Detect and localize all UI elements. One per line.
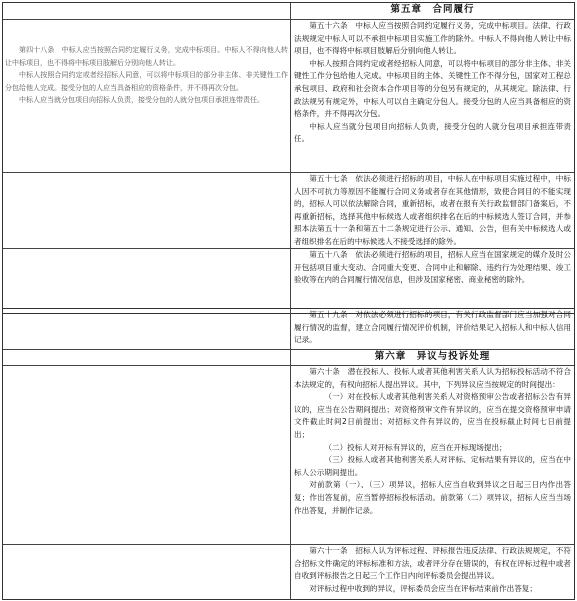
old-article-cell (3, 20, 291, 172)
chapter-heading-6: 第六章 异议与投诉处理 (374, 351, 491, 362)
new-art61-p2: 对评标过程中收到的异议，评标委员会应当在评标结束前作出答复； (309, 583, 537, 593)
new-art59: 第五十九条 对依法必须进行招标的项目，有关行政监督部门应当加强对合同履行情况的监督，建立合同履行情况评价机制，评价结果记入招标人和中标人信用记录。 (294, 310, 571, 345)
article-row (3, 545, 574, 599)
comparison-table-1 (2, 2, 575, 314)
chapter-heading-5: 第五章 合同履行 (390, 4, 475, 15)
new-article-cell (291, 366, 574, 544)
empty-cell (3, 545, 291, 599)
empty-cell (3, 249, 291, 313)
article-row (3, 249, 574, 313)
new-article-cell (291, 20, 574, 172)
new-art60-p2: 对前款第（一）、（三）项异议，招标人应当自收到异议之日起三日内作出答复；作出答复前，应当暂停招标投标活动。前款第（二）项异议，招标人应当当场作出答复，并制作记录。 (294, 480, 571, 515)
new-art57: 第五十七条 依法必须进行招标的项目，中标人在中标项目实施过程中，中标人因不可抗力等原因不能履行合同义务或者存在其他情形，致使合同目的不能实现的，招标人可以依法解除合同，重新招标，或者在报有关行政监督部门备案后，不再重新招标，选择其他中标候选人或者组织排名在后的中标候选人签订合同，并参照本法第五十一条和第五十二条规定进行公示、通知、公告，但有关中标候选人或者组织排名在后的中标候选人不接受选择的除外。 (294, 174, 571, 246)
new-art56-p3: 中标人应当就分包项目向招标人负责，接受分包的人就分包项目承担连带责任。 (294, 121, 571, 144)
old-art48-p2: 中标人按照合同约定或者经招标人同意，可以将中标项目的部分非主体、非关键性工作分包给他人完成。接受分包的人应当具备相应的资格条件，并不得再次分包。 (5, 71, 288, 92)
new-article-cell (291, 309, 574, 349)
comparison-table-2 (2, 308, 575, 600)
empty-cell (3, 350, 291, 365)
new-art60-p1: 第六十条 潜在投标人、投标人或者其他利害关系人认为招标投标活动不符合本法规定的，有权向招标人提出异议。其中，下列异议应当按规定的时间提出： (294, 367, 571, 389)
new-art61-p1: 第六十一条 招标人认为评标过程、评标报告违反法律、行政法规规定，不符合招标文件确定的评标标准和方法，或者评分存在错误的，有权在评标过程中或者自收到评标报告之日起三个工作日内向评标委员会提出异议。 (294, 546, 571, 581)
empty-cell (3, 173, 291, 248)
empty-cell (3, 309, 291, 349)
new-article-cell (291, 249, 574, 313)
article-row (3, 309, 574, 350)
empty-cell (3, 3, 291, 19)
old-art48-p3: 中标人应当就分包项目向招标人负责，接受分包的人就分包项目承担连带责任。 (19, 96, 264, 105)
new-art60-item1: （一）对在投标人或者其他利害关系人对资格预审公告或者招标公告有异议的，应当在公告期间提出；对资格预审文件有异议的，应当在提交资格预审申请文件截止时间2日前提出；对招标文件有异议的，应当在投标截止时间七日前提出； (294, 392, 571, 439)
new-art56-p1: 第五十六条 中标人应当按照合同约定履行义务，完成中标项目。法律、行政法规规定中标人可以不承担中标项目实施工作的除外。中标人不得向他人转让中标项目，也不得将中标项目肢解后分别向他人转让。 (294, 21, 571, 56)
article-row (3, 173, 574, 249)
article-row (3, 366, 574, 545)
new-art60-item3: （三）投标人或者其他利害关系人对评标、定标结果有异议的，应当在中标人公示期间提出。 (294, 455, 571, 477)
article-row (3, 20, 574, 173)
new-art58: 第五十八条 依法必须进行招标的项目，招标人应当在国家规定的媒介及时公开包括项目重大变动、合同重大变更、合同中止和解除、违约行为处理结果、竣工验收等在内的合同履行情况信息，但涉及国家秘密、商业秘密的除外。 (294, 250, 571, 285)
new-article-cell (291, 545, 574, 599)
empty-cell (3, 366, 291, 544)
new-art56-p2: 中标人按照合同约定或者经招标人同意，可以将中标项目的部分非主体、非关键性工作分包给他人完成。中标项目的主体、关键性工作不得分包，国家对工程总承包项目、政府和社会资本合作项目等的分包另有规定的，从其规定。除法律、行政法规另有规定外，中标人可以自主确定分包人。接受分包的人应当具备相应的资格条件，并不得再次分包。 (294, 58, 571, 119)
new-article-cell (291, 173, 574, 248)
chapter-row (3, 3, 574, 20)
old-art48-p1: 第四十八条 中标人应当按照合同约定履行义务，完成中标项目。中标人不得向他人转让中标项目，也不得将中标项目肢解后分别向他人转让。 (5, 46, 288, 67)
chapter-row (3, 350, 574, 366)
new-art60-item2: （二）投标人对开标有异议的，应当在开标现场提出； (324, 442, 507, 452)
